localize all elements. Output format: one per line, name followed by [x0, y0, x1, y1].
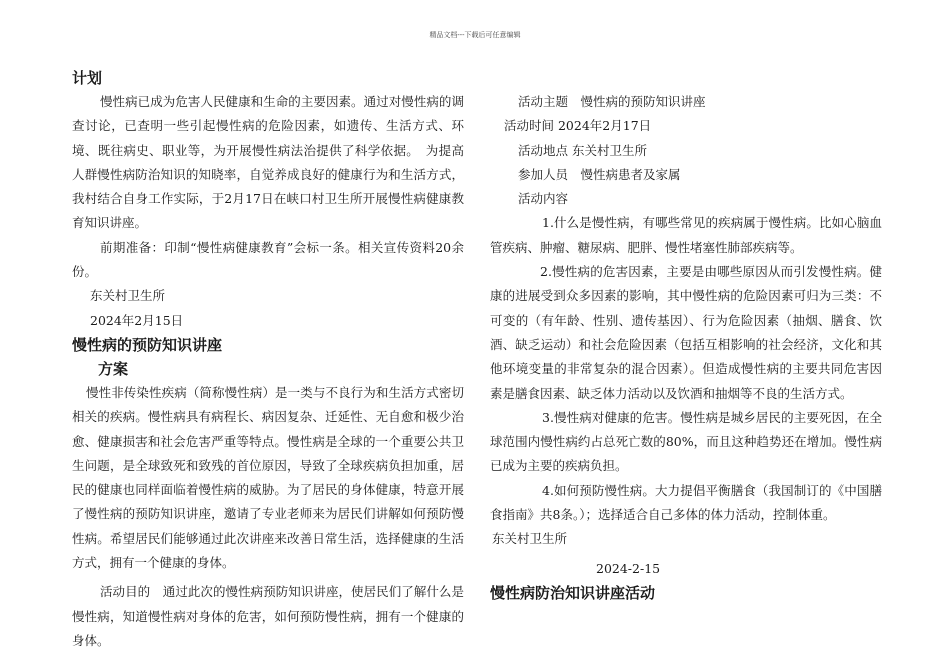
content-item-4: 4.如何预防慢性病。大力提倡平衡膳食（我国制订的《中国膳食指南》共8条。）；选择适合自己多体的体力活动，控制体重。 [490, 482, 882, 523]
activity-time: 活动时间 2024年2月17日 [504, 118, 652, 134]
activity-place: 活动地点 东关村卫生所 [518, 142, 647, 158]
intro-paragraph: 慢性非传染性疾病（简称慢性病）是一类与不良行为和生活方式密切相关的疾病。慢性病具有病程长、病因复杂、迁延性、无自愈和极少治愈、健康损害和社会危害严重等特点。慢性病是全球的一个重要公共卫生问题，是全球致死和致残的首位原因，导致了全球疾病负担加重，居民的健康也同样面临着慢性病的威胁。为了居民的身体健康，特意开展了慢性病的预防知识讲座，邀请了专业老师来为居民们讲解如何预防慢性病。希望居民们能够通过此次讲座来改善日常生活，选择健康的生活方式，拥有一个健康的身体。 [72, 384, 464, 571]
content-item-3: 3.慢性病对健康的危害。慢性病是城乡居民的主要死因，在全球范围内慢性病约占总死亡数的80%，而且这种趋势还在增加。慢性病已成为主要的疾病负担。 [490, 409, 882, 474]
signature-date-right: 2024-2-15 [596, 560, 661, 576]
left-column [72, 66, 464, 653]
organization-signature: 东关村卫生所 [90, 288, 166, 304]
activity-participants: 参加人员 慢性病患者及家属 [518, 166, 681, 182]
activity-content-label: 活动内容 [518, 191, 569, 207]
content-item-1: 1.什么是慢性病，有哪些常见的疾病属于慢性病。比如心脑血管疾病、肿瘤、糖尿病、肥胖、慢性堵塞性肺部疾病等。 [490, 215, 882, 255]
purpose-paragraph: 活动目的 通过此次的慢性病预防知识讲座，使居民们了解什么是慢性病，知道慢性病对身体的危害，如何预防慢性病，拥有一个健康的身体。 [72, 584, 464, 648]
plan-subtitle: 方案 [98, 359, 129, 378]
content-item-2: 2.慢性病的危害因素，主要是由哪些原因从而引发慢性病。健康的进展受到众多因素的影响，其中慢性病的危险因素可归为三类：不可变的（有年龄、性别、遗传基因）、行为危险因素（抽烟、膳食、饮酒、缺乏运动）和社会危险因素（包括互相影响的社会经济，文化和其他环境变量的非常复杂的混合因素）。但造成慢性病的主要共同危害因素是膳食因素、缺乏体力活动以及饮酒和抽烟等不良的生活方式。 [490, 264, 882, 401]
page-header-note: 精品文档---下载后可任意编辑 [429, 31, 521, 39]
plan-heading: 计划 [72, 69, 103, 87]
plan-paragraph: 慢性病已成为危害人民健康和生命的主要因素。通过对慢性病的调查讨论，已查明一些引起慢性病的危险因素，如遗传、生活方式、环境、既往病史、职业等，为开展慢性病法治提供了科学依据。 为提高人群慢性病防治知识的知晓率，自觉养成良好的健康行为和生活方式，我村结合自身工作实际，于2月17日在峡口村卫生所开展慢性病健康教育知识讲座。 [72, 94, 464, 231]
lecture-title: 慢性病的预防知识讲座 [72, 335, 223, 354]
organization-signature-right: 东关村卫生所 [492, 531, 568, 547]
activity-theme: 活动主题 慢性病的预防知识讲座 [518, 94, 706, 109]
right-column [490, 90, 882, 605]
next-section-title: 慢性病防治知识讲座活动 [490, 583, 656, 602]
signature-date: 2024年2月15日 [90, 312, 184, 328]
preparation-paragraph: 前期准备：印制“慢性病健康教育”会标一条。相关宣传资料20余份。 [72, 239, 464, 280]
